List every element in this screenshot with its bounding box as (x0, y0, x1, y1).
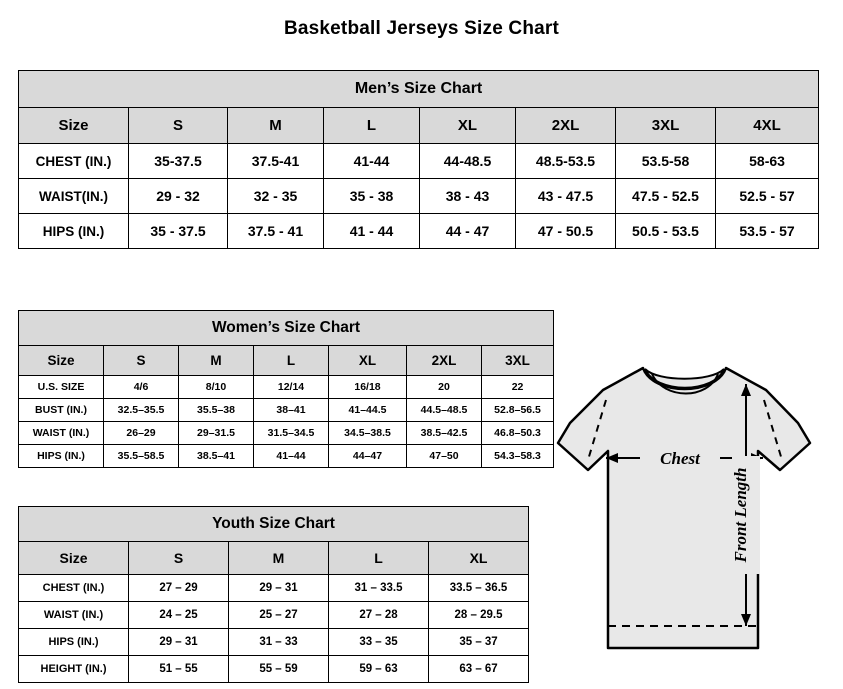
womens-cell: 16/18 (329, 376, 407, 399)
mens-cell: 37.5 - 41 (228, 214, 324, 249)
table-row (19, 144, 819, 179)
youth-cell: 25 – 27 (229, 602, 329, 629)
mens-chart-header-row (19, 108, 819, 144)
page-title: Basketball Jerseys Size Chart (283, 18, 560, 39)
table-row (19, 656, 529, 683)
mens-header-cell: S (129, 108, 228, 144)
womens-cell: 12/14 (254, 376, 329, 399)
womens-cell: 47–50 (407, 445, 482, 468)
mens-row-label: HIPS (IN.) (19, 214, 129, 249)
mens-header-cell: 2XL (516, 108, 616, 144)
mens-cell: 53.5 - 57 (716, 214, 819, 249)
womens-cell: 38.5–42.5 (407, 422, 482, 445)
womens-cell: 38.5–41 (179, 445, 254, 468)
womens-cell: 4/6 (104, 376, 179, 399)
mens-cell: 47 - 50.5 (516, 214, 616, 249)
mens-cell: 41 - 44 (324, 214, 420, 249)
womens-header-cell: S (104, 346, 179, 376)
table-row (19, 376, 554, 399)
womens-cell: 41–44 (254, 445, 329, 468)
mens-row-label: WAIST(IN.) (19, 179, 129, 214)
mens-cell: 52.5 - 57 (716, 179, 819, 214)
mens-cell: 47.5 - 52.5 (616, 179, 716, 214)
womens-cell: 20 (407, 376, 482, 399)
mens-cell: 53.5-58 (616, 144, 716, 179)
womens-cell: 54.3–58.3 (482, 445, 554, 468)
youth-cell: 24 – 25 (129, 602, 229, 629)
womens-chart-banner: Women’s Size Chart (19, 311, 554, 346)
womens-row-label: WAIST (IN.) (19, 422, 104, 445)
youth-cell: 29 – 31 (129, 629, 229, 656)
womens-cell: 8/10 (179, 376, 254, 399)
womens-cell: 31.5–34.5 (254, 422, 329, 445)
womens-row-label: BUST (IN.) (19, 399, 104, 422)
womens-cell: 41–44.5 (329, 399, 407, 422)
womens-cell: 46.8–50.3 (482, 422, 554, 445)
womens-size-chart-table (18, 310, 554, 468)
mens-cell: 37.5-41 (228, 144, 324, 179)
table-row (19, 422, 554, 445)
mens-row-label: CHEST (IN.) (19, 144, 129, 179)
mens-header-cell: 3XL (616, 108, 716, 144)
womens-header-cell: Size (19, 346, 104, 376)
womens-chart-header-row (19, 346, 554, 376)
womens-cell: 22 (482, 376, 554, 399)
womens-cell: 44.5–48.5 (407, 399, 482, 422)
mens-cell: 29 - 32 (129, 179, 228, 214)
youth-header-cell: XL (429, 542, 529, 575)
womens-cell: 35.5–58.5 (104, 445, 179, 468)
womens-cell: 38–41 (254, 399, 329, 422)
mens-header-cell: XL (420, 108, 516, 144)
mens-cell: 50.5 - 53.5 (616, 214, 716, 249)
table-row (19, 214, 819, 249)
youth-row-label: CHEST (IN.) (19, 575, 129, 602)
womens-header-cell: L (254, 346, 329, 376)
shirt-outline-icon (558, 368, 810, 648)
front-length-label: Front Length (731, 467, 750, 563)
womens-cell: 34.5–38.5 (329, 422, 407, 445)
youth-header-cell: Size (19, 542, 129, 575)
youth-cell: 29 – 31 (229, 575, 329, 602)
womens-header-cell: 3XL (482, 346, 554, 376)
jersey-measurement-diagram (548, 348, 838, 678)
mens-cell: 44-48.5 (420, 144, 516, 179)
youth-cell: 27 – 28 (329, 602, 429, 629)
youth-cell: 31 – 33 (229, 629, 329, 656)
chest-label: Chest (660, 449, 700, 468)
mens-cell: 35 - 37.5 (129, 214, 228, 249)
womens-row-label: U.S. SIZE (19, 376, 104, 399)
youth-cell: 31 – 33.5 (329, 575, 429, 602)
youth-cell: 35 – 37 (429, 629, 529, 656)
mens-cell: 41-44 (324, 144, 420, 179)
mens-header-cell: L (324, 108, 420, 144)
womens-cell: 32.5–35.5 (104, 399, 179, 422)
youth-cell: 55 – 59 (229, 656, 329, 683)
mens-cell: 58-63 (716, 144, 819, 179)
mens-cell: 35 - 38 (324, 179, 420, 214)
youth-cell: 59 – 63 (329, 656, 429, 683)
womens-cell: 44–47 (329, 445, 407, 468)
table-row (19, 179, 819, 214)
table-row (19, 399, 554, 422)
mens-cell: 38 - 43 (420, 179, 516, 214)
youth-chart-banner: Youth Size Chart (19, 507, 529, 542)
youth-cell: 28 – 29.5 (429, 602, 529, 629)
youth-row-label: WAIST (IN.) (19, 602, 129, 629)
youth-cell: 33 – 35 (329, 629, 429, 656)
youth-header-cell: M (229, 542, 329, 575)
table-row (19, 575, 529, 602)
womens-cell: 52.8–56.5 (482, 399, 554, 422)
table-row (19, 629, 529, 656)
youth-chart-header-row (19, 542, 529, 575)
womens-cell: 29–31.5 (179, 422, 254, 445)
womens-header-cell: M (179, 346, 254, 376)
mens-header-cell: Size (19, 108, 129, 144)
youth-cell: 51 – 55 (129, 656, 229, 683)
youth-cell: 63 – 67 (429, 656, 529, 683)
mens-size-chart-table (18, 70, 819, 249)
table-row (19, 602, 529, 629)
mens-header-cell: 4XL (716, 108, 819, 144)
womens-cell: 26–29 (104, 422, 179, 445)
mens-cell: 44 - 47 (420, 214, 516, 249)
mens-chart-banner: Men’s Size Chart (19, 71, 819, 108)
mens-cell: 35-37.5 (129, 144, 228, 179)
youth-row-label: HIPS (IN.) (19, 629, 129, 656)
womens-cell: 35.5–38 (179, 399, 254, 422)
youth-cell: 27 – 29 (129, 575, 229, 602)
youth-header-cell: S (129, 542, 229, 575)
womens-row-label: HIPS (IN.) (19, 445, 104, 468)
youth-size-chart-table (18, 506, 529, 683)
table-row (19, 445, 554, 468)
mens-header-cell: M (228, 108, 324, 144)
mens-cell: 32 - 35 (228, 179, 324, 214)
youth-row-label: HEIGHT (IN.) (19, 656, 129, 683)
youth-cell: 33.5 – 36.5 (429, 575, 529, 602)
mens-cell: 48.5-53.5 (516, 144, 616, 179)
womens-header-cell: XL (329, 346, 407, 376)
youth-header-cell: L (329, 542, 429, 575)
mens-cell: 43 - 47.5 (516, 179, 616, 214)
womens-header-cell: 2XL (407, 346, 482, 376)
